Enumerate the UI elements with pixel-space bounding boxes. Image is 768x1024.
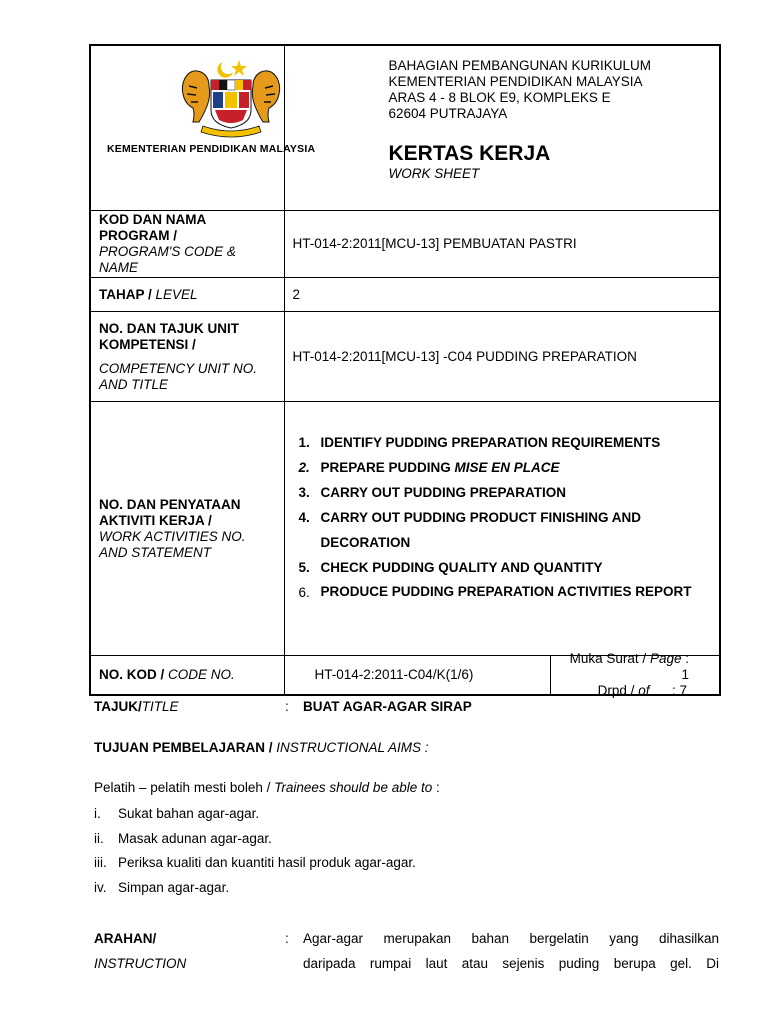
code-label: NO. KOD / [99, 667, 165, 682]
title-value: BUAT AGAR-AGAR SIRAP [303, 699, 472, 714]
activities-label: NO. DAN PENYATAAN AKTIVITI KERJA / [99, 496, 241, 528]
page-info [551, 651, 720, 698]
level-label: TAHAP / [99, 286, 152, 302]
instruction-line: Agar-agar merupakan bahan bergelatin yang dihasilkan [303, 931, 719, 946]
title-label: TAJUK/TITLE [94, 699, 179, 714]
activities-list-cell [284, 402, 720, 656]
activities-list [293, 430, 712, 605]
malaysia-coat-of-arms-icon [177, 58, 285, 138]
competency-label-cell [90, 312, 284, 402]
activities-label-en: WORK ACTIVITIES NO. AND STATEMENT [99, 528, 246, 560]
level-value: 2 [284, 278, 720, 312]
of-label-en: of [638, 683, 650, 698]
program-label: KOD DAN NAMA PROGRAM / [99, 212, 206, 243]
code-value-cell [284, 651, 720, 698]
competency-label: NO. DAN TAJUK UNIT KOMPETENSI / [99, 320, 239, 352]
list-item: iii. Periksa kualiti dan kuantiti hasil produk agar-agar. [94, 855, 416, 870]
program-label-en: PROGRAM'S CODE & NAME [99, 244, 236, 275]
page-label: Muka Surat / [569, 651, 647, 666]
address-block [389, 58, 720, 122]
address-line: KEMENTERIAN PENDIDIKAN MALAYSIA [388, 74, 643, 89]
competency-value: HT-014-2:2011[MCU-13] -C04 PUDDING PREPARATION [284, 312, 720, 402]
program-value: HT-014-2:2011[MCU-13] PEMBUATAN PASTRI [284, 211, 720, 278]
list-item: i. Sukat bahan agar-agar. [94, 806, 260, 821]
activities-label-cell [90, 402, 284, 656]
list-item: 3. CARRY OUT PUDDING PREPARATION [298, 485, 567, 500]
document-title: KERTAS KERJA [388, 142, 551, 165]
instruction-line: daripada rumpai laut atau sejenis puding berupa gel. Di [303, 956, 719, 971]
page-label-en: Page [649, 651, 682, 666]
instruction-colon: : [285, 931, 289, 946]
list-item: ii. Masak adunan agar-agar. [94, 831, 272, 846]
ministry-logo-text: KEMENTERIAN PENDIDIKAN MALAYSIA [107, 143, 316, 155]
level-label-cell [90, 278, 284, 312]
logo-cell [90, 45, 316, 211]
address-line: BAHAGIAN PEMBANGUNAN KURIKULUM [388, 58, 652, 73]
aims-heading: TUJUAN PEMBELAJARAN / INSTRUCTIONAL AIMS : [94, 740, 429, 755]
instruction-label: ARAHAN/ [94, 931, 157, 946]
list-item: 5. CHECK PUDDING QUALITY AND QUANTITY [298, 560, 603, 575]
instruction-label-en: INSTRUCTION [94, 956, 187, 971]
title-colon: : [285, 699, 289, 714]
list-item: 4. CARRY OUT PUDDING PRODUCT FINISHING AND DECORATION [298, 510, 642, 550]
list-item: 2. PREPARE PUDDING MISE EN PLACE [298, 460, 560, 475]
header-info-cell [284, 45, 720, 211]
list-item: 6. PRODUCE PUDDING PREPARATION ACTIVITIES REPORT [298, 584, 692, 600]
code-label-cell [90, 656, 284, 696]
competency-label-en: COMPETENCY UNIT NO. AND TITLE [99, 360, 258, 392]
list-item: 1. IDENTIFY PUDDING PREPARATION REQUIREMENTS [298, 435, 661, 450]
address-line: ARAS 4 - 8 BLOK E9, KOMPLEKS E [388, 90, 611, 105]
worksheet-header-table [89, 44, 721, 696]
level-label-en: LEVEL [155, 286, 198, 302]
list-item: iv. Simpan agar-agar. [94, 880, 230, 895]
code-label-en: CODE NO. [168, 667, 235, 682]
code-value: HT-014-2:2011-C04/K(1/6) [285, 656, 551, 694]
document-subtitle: WORK SHEET [388, 166, 480, 181]
address-line: 62604 PUTRAJAYA [388, 106, 508, 121]
of-label: Drpd / [597, 683, 635, 698]
page-number: : 1 [681, 651, 689, 682]
program-label-cell [90, 211, 284, 278]
total-pages: : 7 [671, 683, 687, 698]
aims-intro: Pelatih – pelatih mesti boleh / Trainees should be able to : [94, 780, 440, 795]
